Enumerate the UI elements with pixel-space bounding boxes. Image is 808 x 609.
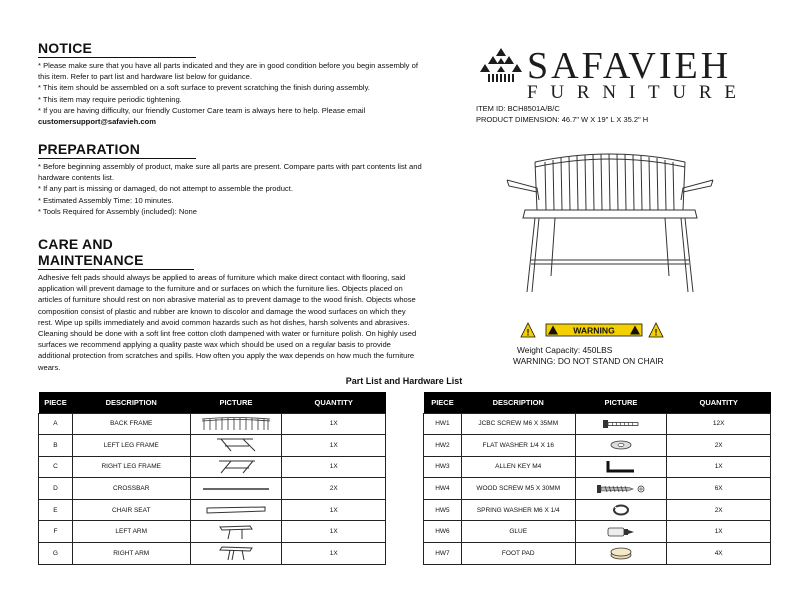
- table-row: [39, 413, 386, 435]
- quantity-cell: 2X: [667, 435, 771, 457]
- crossbar-icon: [201, 486, 271, 492]
- table-row: [424, 521, 771, 543]
- care-line: Cleaning should be done with a soft lint free cotton cloth dampened with water or furniture polish. On highly used: [38, 329, 417, 339]
- description-cell: JCBC SCREW M6 X 35MM: [461, 413, 575, 435]
- left-leg-frame-icon: [213, 437, 259, 453]
- picture-cell: [575, 499, 667, 521]
- piece-cell: HW1: [424, 413, 462, 435]
- flat-washer-icon: [609, 440, 633, 450]
- care-line: wears.: [38, 362, 61, 372]
- header-description: DESCRIPTION: [72, 392, 190, 413]
- item-meta: [476, 103, 648, 125]
- care-line: Adhesive felt pads should always be applied to areas of furniture which make direct contact with flooring, said: [38, 273, 406, 282]
- quantity-cell: 1X: [282, 435, 386, 457]
- quantity-cell: 6X: [667, 478, 771, 500]
- left-arm-icon: [216, 524, 256, 540]
- table-row: [39, 456, 386, 478]
- spring-washer-icon: [611, 504, 631, 516]
- preparation-line: * If any part is missing or damaged, do not attempt to assemble the product.: [38, 184, 293, 194]
- piece-cell: HW5: [424, 499, 462, 521]
- part-list-title: Part List and Hardware List: [345, 376, 463, 386]
- piece-cell: F: [39, 521, 73, 543]
- preparation-line: * Tools Required for Assembly (included): None: [38, 206, 197, 216]
- picture-cell: [575, 413, 667, 435]
- bench-illustration: [505, 148, 715, 294]
- brand-name: SAFAVIEH: [527, 45, 732, 87]
- preparation-line: hardware contents list.: [38, 173, 114, 183]
- description-cell: WOOD SCREW M5 X 30MM: [461, 478, 575, 500]
- allen-key-icon: [604, 460, 638, 474]
- quantity-cell: 1X: [667, 456, 771, 478]
- notice-text: [38, 60, 466, 127]
- picture-cell: [190, 499, 282, 521]
- preparation-text: [38, 161, 466, 217]
- description-cell: BACK FRAME: [72, 413, 190, 435]
- chair-seat-icon: [203, 505, 269, 515]
- quantity-cell: 1X: [282, 456, 386, 478]
- picture-cell: [575, 478, 667, 500]
- warning-label: WARNING: [573, 325, 615, 336]
- table-row: [39, 499, 386, 521]
- description-cell: SPRING WASHER M6 X 1/4: [461, 499, 575, 521]
- care-heading: CARE AND MAINTENANCE: [38, 236, 194, 270]
- piece-cell: G: [39, 543, 73, 565]
- logo-mark-icon: [479, 46, 523, 86]
- description-cell: ALLEN KEY M4: [461, 456, 575, 478]
- header-picture: PICTURE: [190, 392, 282, 413]
- table-row: [39, 478, 386, 500]
- foot-pad-icon: [608, 546, 634, 560]
- hardware-table-header: [424, 392, 771, 413]
- table-row: [39, 435, 386, 457]
- right-leg-frame-icon: [213, 459, 259, 475]
- piece-cell: E: [39, 499, 73, 521]
- weight-capacity: Weight Capacity: 450LBS: [517, 345, 613, 355]
- table-row: [424, 478, 771, 500]
- header-quantity: QUANTITY: [282, 392, 386, 413]
- product-dimension: PRODUCT DIMENSION: 46.7" W X 19" L X 35.2" H: [476, 115, 649, 124]
- parts-table: [38, 392, 386, 565]
- picture-cell: [575, 456, 667, 478]
- header-picture: PICTURE: [575, 392, 667, 413]
- care-line: surfaces we recommend applying a quality paste wax which should be used on a regular basis to provide: [38, 340, 391, 350]
- piece-cell: HW4: [424, 478, 462, 500]
- description-cell: RIGHT ARM: [72, 543, 190, 565]
- right-arm-icon: [216, 545, 256, 561]
- care-line: rest. Wipe up spills immediately and avoid common hazards such as hot dishes, harsh solvents and abrasives.: [38, 317, 410, 327]
- picture-cell: [190, 478, 282, 500]
- header-description: DESCRIPTION: [461, 392, 575, 413]
- picture-cell: [575, 521, 667, 543]
- quantity-cell: 1X: [667, 521, 771, 543]
- picture-cell: [190, 543, 282, 565]
- picture-cell: [575, 435, 667, 457]
- jcbc-screw-icon: [601, 419, 641, 429]
- piece-cell: HW7: [424, 543, 462, 565]
- description-cell: LEFT LEG FRAME: [72, 435, 190, 457]
- stand-warning: WARNING: DO NOT STAND ON CHAIR: [513, 356, 664, 367]
- hardware-table: [423, 392, 771, 565]
- piece-cell: HW3: [424, 456, 462, 478]
- table-row: [424, 456, 771, 478]
- description-cell: FLAT WASHER 1/4 X 16: [461, 435, 575, 457]
- piece-cell: HW6: [424, 521, 462, 543]
- table-row: [39, 521, 386, 543]
- notice-line: this item. Refer to part list and hardware list below for guidance.: [38, 72, 252, 82]
- care-line: application will prevent damage to the furniture and or surfaces on which the furniture lies. Objects placed on: [38, 284, 403, 294]
- quantity-cell: 1X: [282, 413, 386, 435]
- wood-screw-icon: [595, 484, 647, 494]
- table-row: [424, 435, 771, 457]
- description-cell: CROSSBAR: [72, 478, 190, 500]
- safavieh-logo: [479, 42, 764, 102]
- back-frame-icon: [200, 417, 272, 431]
- piece-cell: D: [39, 478, 73, 500]
- description-cell: LEFT ARM: [72, 521, 190, 543]
- notice-line: * If you are having difficulty, our friendly Customer Care team is always here to help. Please email: [38, 105, 366, 115]
- care-line: composition consist of plastic and rubber are known to discolor and damage the wood surfaces on which they: [38, 306, 406, 316]
- notice-section: [38, 40, 466, 127]
- support-email: customersupport@safavieh.com: [38, 117, 156, 127]
- notice-line: * This item should be assembled on a soft surface to prevent scratching the finish during assembly.: [38, 83, 370, 93]
- care-text: [38, 272, 466, 373]
- notice-heading: NOTICE: [38, 40, 196, 58]
- piece-cell: HW2: [424, 435, 462, 457]
- header-quantity: QUANTITY: [667, 392, 771, 413]
- warning-triangle-icon: [520, 322, 670, 338]
- quantity-cell: 1X: [282, 499, 386, 521]
- picture-cell: [190, 413, 282, 435]
- preparation-line: * Estimated Assembly Time: 10 minutes.: [38, 195, 174, 205]
- care-section: [38, 236, 466, 373]
- picture-cell: [190, 456, 282, 478]
- quantity-cell: 1X: [282, 543, 386, 565]
- piece-cell: A: [39, 413, 73, 435]
- quantity-cell: 2X: [282, 478, 386, 500]
- piece-cell: B: [39, 435, 73, 457]
- brand-subtitle: FURNITURE: [527, 82, 749, 103]
- picture-cell: [575, 543, 667, 565]
- table-row: [424, 499, 771, 521]
- description-cell: GLUE: [461, 521, 575, 543]
- table-row: [39, 543, 386, 565]
- svg-text:!: !: [654, 327, 658, 338]
- header-piece: PIECE: [424, 392, 462, 413]
- piece-cell: C: [39, 456, 73, 478]
- picture-cell: [190, 521, 282, 543]
- care-line: articles of furniture should rest on non abrasive material as to prevent damage to the wood finish. Objects whose: [38, 295, 416, 305]
- glue-icon: [606, 526, 636, 538]
- instructions-column: [38, 40, 466, 372]
- header-piece: PIECE: [39, 392, 73, 413]
- parts-table-header: [39, 392, 386, 413]
- preparation-heading: PREPARATION: [38, 141, 196, 159]
- quantity-cell: 4X: [667, 543, 771, 565]
- preparation-section: [38, 141, 466, 217]
- quantity-cell: 12X: [667, 413, 771, 435]
- quantity-cell: 2X: [667, 499, 771, 521]
- table-row: [424, 543, 771, 565]
- svg-text:!: !: [526, 327, 530, 338]
- picture-cell: [190, 435, 282, 457]
- description-cell: FOOT PAD: [461, 543, 575, 565]
- description-cell: CHAIR SEAT: [72, 499, 190, 521]
- notice-line: * This item may require periodic tightening.: [38, 94, 182, 104]
- item-id: ITEM ID: BCH8501A/B/C: [476, 104, 560, 113]
- preparation-line: * Before beginning assembly of product, make sure all parts are present. Compare parts with part contents list and: [38, 162, 422, 171]
- quantity-cell: 1X: [282, 521, 386, 543]
- warning-row: [520, 322, 670, 338]
- notice-line: * Please make sure that you have all parts indicated and they are in good condition before you begin assembly of: [38, 61, 418, 70]
- care-line: additional protection from scratches and spills. How often you apply the wax depends on how much the furniture: [38, 351, 415, 361]
- description-cell: RIGHT LEG FRAME: [72, 456, 190, 478]
- warning-text: [513, 345, 664, 367]
- table-row: [424, 413, 771, 435]
